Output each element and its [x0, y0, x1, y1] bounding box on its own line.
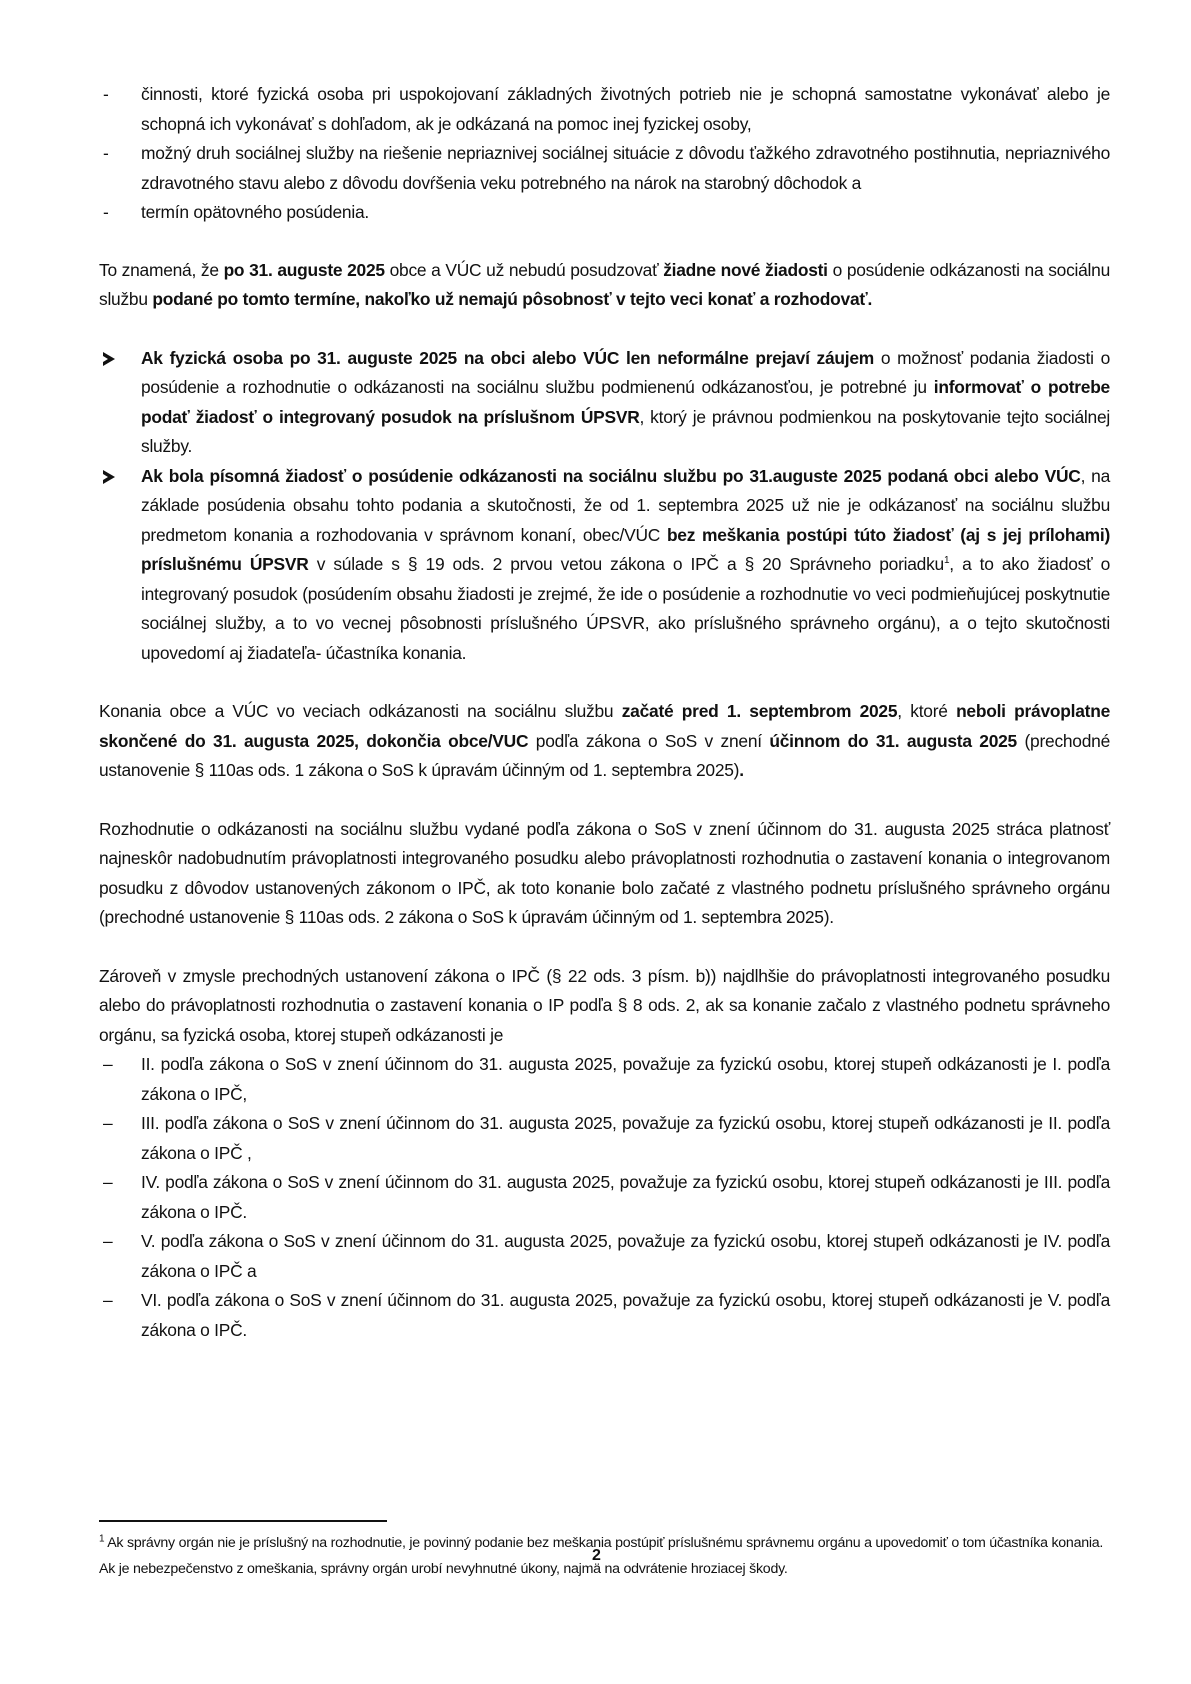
- paragraph-decision-validity: Rozhodnutie o odkázanosti na sociálnu službu vydané podľa zákona o SoS v znení účinnom do 31. augusta 2025 stráca platnosť najneskôr nadobudnutím právoplatnosti integrovaného posudku alebo právoplatnosti rozhodnutia o zastavení konania o integrovanom posudku z dôvodov ustanovených zákonom o IPČ, ak toto konanie bolo začaté z vlastného podnetu príslušného správneho orgánu (prechodné ustanovenie § 110as ods. 2 zákona o SoS k úpravám účinným od 1. septembra 2025).: [99, 818, 1110, 927]
- list-item: – IV. podľa zákona o SoS v znení účinnom do 31. augusta 2025, považuje za fyzickú osobu, ktorej stupeň odkázanosti je III. podľa zákona o IPČ.: [99, 1168, 1110, 1227]
- en-dash-bullet-icon: –: [103, 1054, 113, 1074]
- dash-bullet-icon: -: [103, 84, 109, 104]
- en-dash-bullet-icon: –: [103, 1290, 113, 1310]
- list-item: - možný druh sociálnej služby na riešenie nepriaznivej sociálnej situácie z dôvodu ťažkého zdravotného postihnutia, nepriaznivého zdravotného stavu alebo z dôvodu dovŕšenia veku potrebného na nárok na starobný dôchodok a: [99, 139, 1110, 198]
- en-dash-bullet-icon: –: [103, 1113, 113, 1133]
- list-item: – III. podľa zákona o SoS v znení účinnom do 31. augusta 2025, považuje za fyzickú osobu, ktorej stupeň odkázanosti je II. podľa zákona o IPČ ,: [99, 1109, 1110, 1168]
- list-item: - činnosti, ktoré fyzická osoba pri uspokojovaní základných životných potrieb nie je schopná samostatne vykonávať alebo je schopná ich vykonávať s dohľadom, ak je odkázaná na pomoc inej fyzickej osoby,: [99, 80, 1110, 139]
- list-item: - termín opätovného posúdenia.: [99, 198, 1110, 228]
- arrow-bullet-icon: [103, 352, 115, 366]
- list-item: – II. podľa zákona o SoS v znení účinnom do 31. augusta 2025, považuje za fyzickú osobu, ktorej stupeň odkázanosti je I. podľa zákona o IPČ,: [99, 1050, 1110, 1109]
- requirements-list: [99, 80, 1110, 228]
- en-dash-bullet-icon: –: [103, 1231, 113, 1251]
- list-item: – V. podľa zákona o SoS v znení účinnom do 31. augusta 2025, považuje za fyzickú osobu, ktorej stupeň odkázanosti je IV. podľa zákona o IPČ a: [99, 1227, 1110, 1286]
- dash-bullet-icon: -: [103, 143, 109, 163]
- degree-mapping-list: [99, 1050, 1110, 1345]
- document-body: [99, 80, 1110, 1345]
- page-number: 2: [592, 1547, 601, 1564]
- paragraph-transitional-provisions: Zároveň v zmysle prechodných ustanovení zákona o IPČ (§ 22 ods. 3 písm. b)) najdlhšie do právoplatnosti integrovaného posudku alebo do právoplatnosti rozhodnutia o zastavení konania o IP podľa § 8 ods. 2, ak sa konanie začalo z vlastného podnetu správneho orgánu, sa fyzická osoba, ktorej stupeň odkázanosti je: [99, 965, 1110, 1045]
- footnote-divider: [99, 1520, 387, 1522]
- list-item: – VI. podľa zákona o SoS v znení účinnom do 31. augusta 2025, považuje za fyzickú osobu, ktorej stupeň odkázanosti je V. podľa zákona o IPČ.: [99, 1286, 1110, 1345]
- arrow-list-item: Ak fyzická osoba po 31. auguste 2025 na obci alebo VÚC len neformálne prejaví záujem o možnosť podania žiadosti o posúdenie a rozhodnutie o odkázanosti na sociálnu službu podmienenú odkázanosťou, je potrebné ju informovať o potrebe podať žiadosť o integrovaný posudok na príslušnom ÚPSVR, ktorý je právnou podmienkou na poskytovanie tejto sociálnej služby.: [99, 344, 1110, 462]
- paragraph-ongoing-proceedings: Konania obce a VÚC vo veciach odkázanosti na sociálnu službu začaté pred 1. septembrom 2025, ktoré neboli právoplatne skončené do 31. augusta 2025, dokončia obce/VUC podľa zákona o SoS v znení účinnom do 31. augusta 2025 (prechodné ustanovenie § 110as ods. 1 zákona o SoS k úpravám účinným od 1. septembra 2025).: [99, 701, 1110, 780]
- footnote: $^1$ Ak správny orgán nie je príslušný na rozhodnutie, je povinný podanie bez meškania postúpiť príslušnému správnemu orgánu a upovedomiť o tom účastníka konania. Ak je nebezpečenstvo z omeškania, správny orgán urobí nevyhnutné úkony, najmä na odvrátenie hroziacej škody.: [99, 1533, 1104, 1577]
- arrow-bullet-icon: [103, 470, 115, 484]
- footnote-number: 1: [99, 1533, 105, 1545]
- arrow-list-item: Ak bola písomná žiadosť o posúdenie odkázanosti na sociálnu službu po 31.auguste 2025 podaná obci alebo VÚC, na základe posúdenia obsahu tohto podania a skutočnosti, že od 1. septembra 2025 už nie je odkázanosť na sociálnu službu predmetom konania a rozhodovania v správnom konaní, obec/VÚC bez meškania postúpi túto žiadosť (aj s jej prílohami) príslušnému ÚPSVR v súlade s § 19 ods. 2 prvou vetou zákona o IPČ a § 20 Správneho poriadku$^1$, a to ako žiadosť o integrovaný posudok (posúdením obsahu žiadosti je zrejmé, že ide o posúdenie a rozhodnutie vo veci podmieňujúcej poskytnutie sociálnej služby, a to vo vecnej pôsobnosti príslušného ÚPSVR, ako príslušného správneho orgánu), a o tejto skutočnosti upovedomí aj žiadateľa- účastníka konania.: [99, 462, 1110, 669]
- footnote-reference[interactable]: 1: [943, 555, 950, 567]
- dash-bullet-icon: -: [103, 202, 109, 222]
- arrow-list: [99, 344, 1110, 669]
- paragraph-deadline: To znamená, že po 31. auguste 2025 obce a VÚC už nebudú posudzovať žiadne nové žiadosti o posúdenie odkázanosti na sociálnu službu podané po tomto termíne, nakoľko už nemajú pôsobnosť v tejto veci konať a rozhodovať.: [99, 259, 1111, 309]
- en-dash-bullet-icon: –: [103, 1172, 113, 1192]
